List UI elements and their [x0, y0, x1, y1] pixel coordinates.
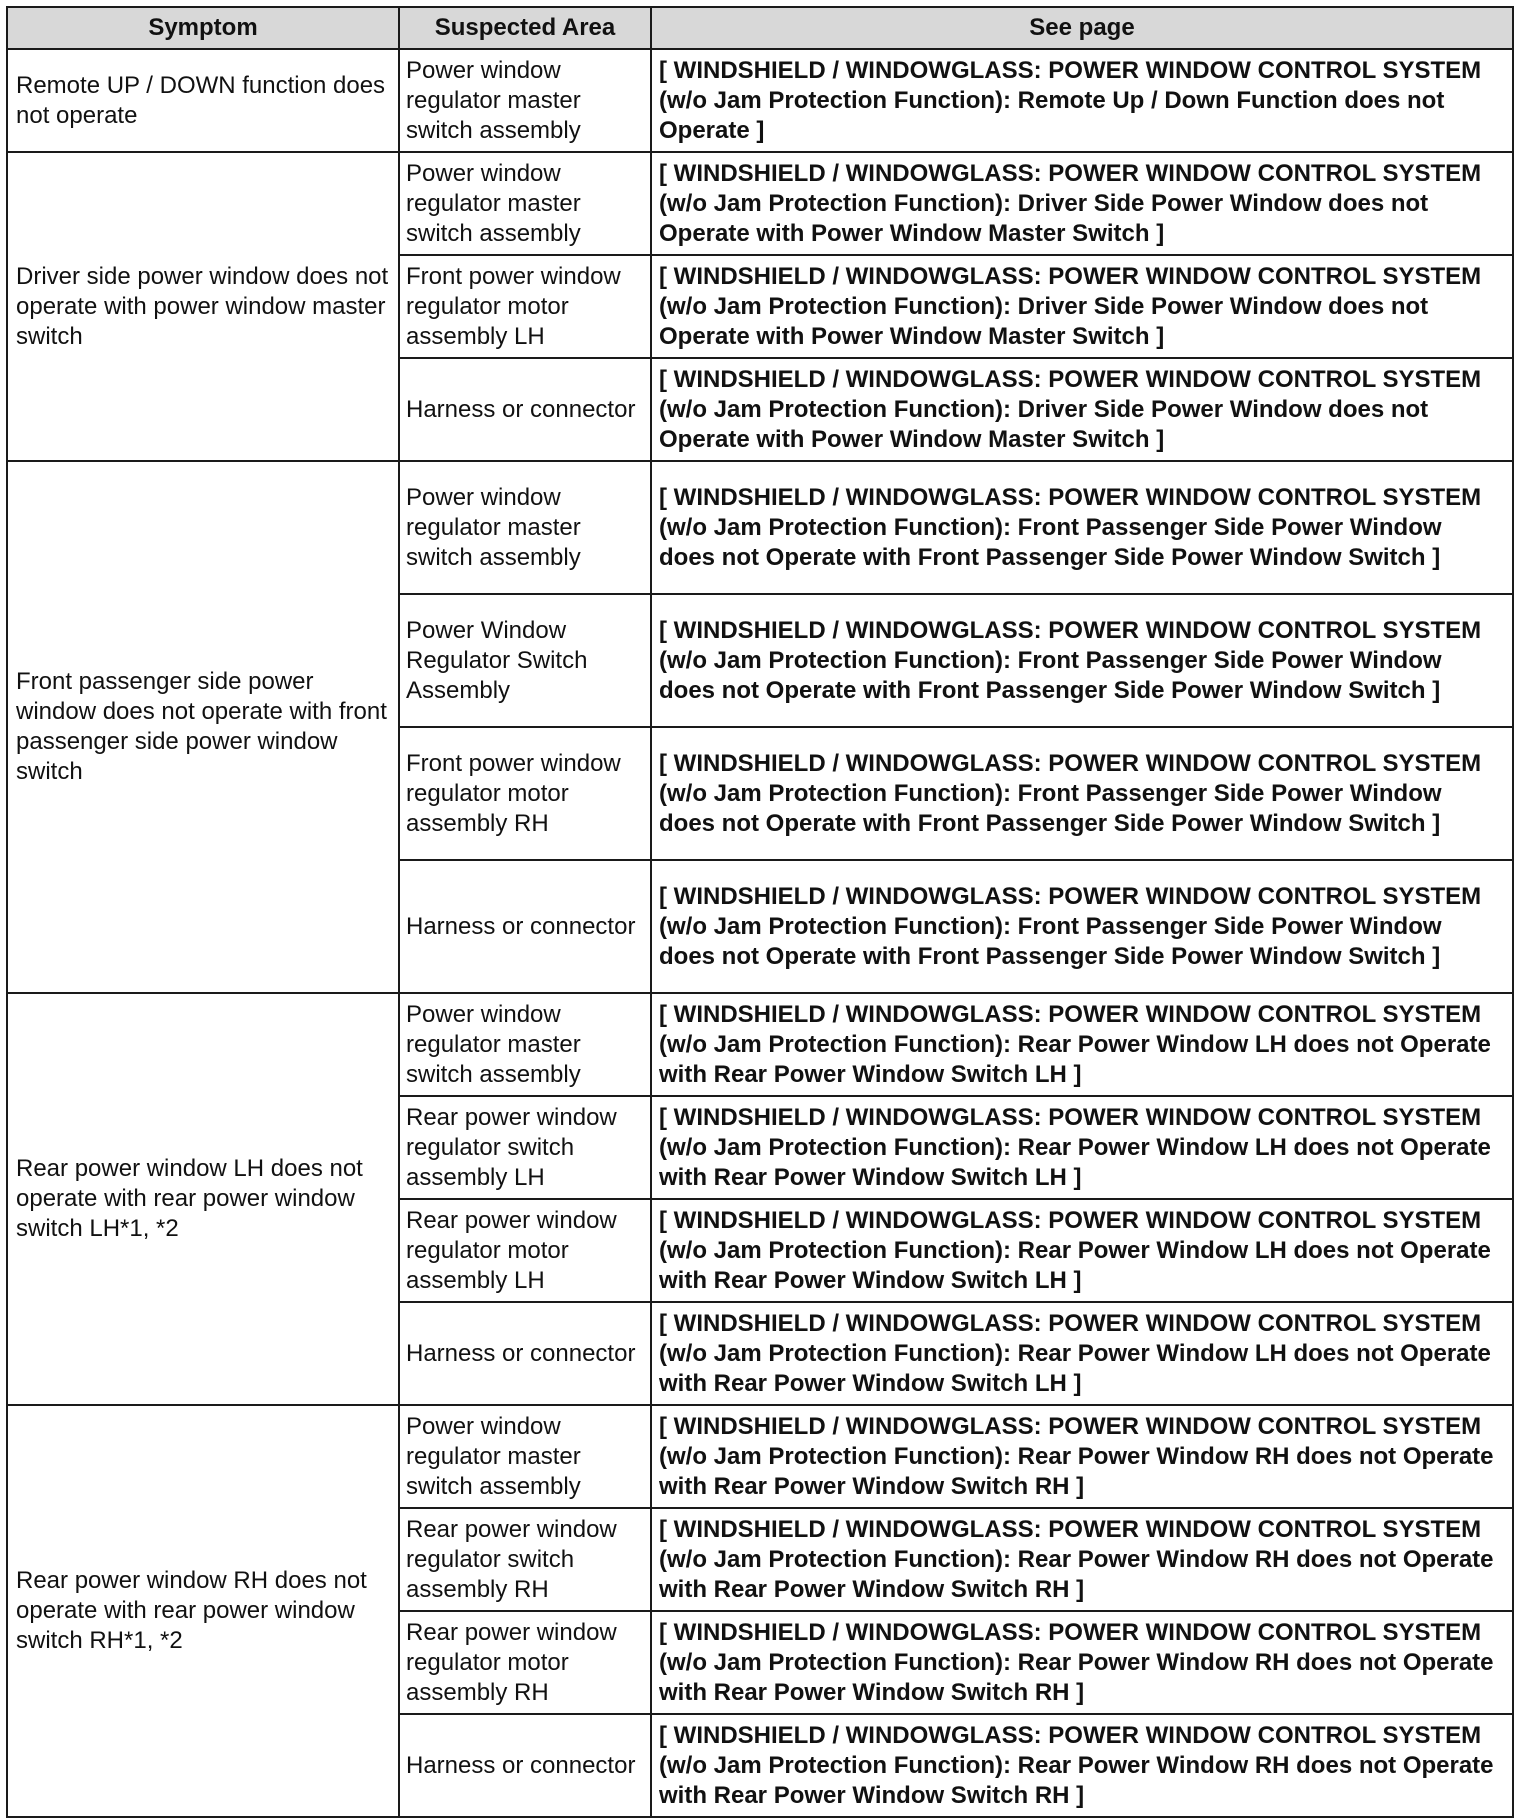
suspected-area-cell: Harness or connector: [399, 1714, 651, 1817]
table-header: [7, 7, 1513, 49]
suspected-area-cell: Power window regulator master switch assembly: [399, 1405, 651, 1508]
header-row: [7, 7, 1513, 49]
see-page-link[interactable]: [ WINDSHIELD / WINDOWGLASS: POWER WINDOW CONTROL SYSTEM (w/o Jam Protection Function): Driver Side Power Window does not Operate with Power Window Master Switch ]: [651, 358, 1513, 461]
header-symptom: Symptom: [7, 7, 399, 49]
table-row: [7, 461, 1513, 594]
see-page-link[interactable]: [ WINDSHIELD / WINDOWGLASS: POWER WINDOW CONTROL SYSTEM (w/o Jam Protection Function): Front Passenger Side Power Window does not Operate with Front Passenger Side Power Window Switch ]: [651, 727, 1513, 860]
suspected-area-cell: Power Window Regulator Switch Assembly: [399, 594, 651, 727]
see-page-link[interactable]: [ WINDSHIELD / WINDOWGLASS: POWER WINDOW CONTROL SYSTEM (w/o Jam Protection Function): Front Passenger Side Power Window does not Operate with Front Passenger Side Power Window Switch ]: [651, 594, 1513, 727]
suspected-area-cell: Front power window regulator motor assembly RH: [399, 727, 651, 860]
suspected-area-cell: Power window regulator master switch assembly: [399, 49, 651, 152]
problem-symptoms-table-container: [6, 6, 1512, 1818]
see-page-link[interactable]: [ WINDSHIELD / WINDOWGLASS: POWER WINDOW CONTROL SYSTEM (w/o Jam Protection Function): Front Passenger Side Power Window does not Operate with Front Passenger Side Power Window Switch ]: [651, 461, 1513, 594]
problem-symptoms-table: [6, 6, 1514, 1818]
suspected-area-cell: Front power window regulator motor assembly LH: [399, 255, 651, 358]
symptom-cell: Driver side power window does not operate with power window master switch: [7, 152, 399, 461]
see-page-link[interactable]: [ WINDSHIELD / WINDOWGLASS: POWER WINDOW CONTROL SYSTEM (w/o Jam Protection Function): Rear Power Window RH does not Operate with Rear Power Window Switch RH ]: [651, 1611, 1513, 1714]
table-row: [7, 993, 1513, 1096]
see-page-link[interactable]: [ WINDSHIELD / WINDOWGLASS: POWER WINDOW CONTROL SYSTEM (w/o Jam Protection Function): Rear Power Window LH does not Operate with Rear Power Window Switch LH ]: [651, 993, 1513, 1096]
see-page-link[interactable]: [ WINDSHIELD / WINDOWGLASS: POWER WINDOW CONTROL SYSTEM (w/o Jam Protection Function): Rear Power Window LH does not Operate with Rear Power Window Switch LH ]: [651, 1096, 1513, 1199]
header-suspected-area: Suspected Area: [399, 7, 651, 49]
see-page-link[interactable]: [ WINDSHIELD / WINDOWGLASS: POWER WINDOW CONTROL SYSTEM (w/o Jam Protection Function): Driver Side Power Window does not Operate with Power Window Master Switch ]: [651, 255, 1513, 358]
table-row: [7, 1405, 1513, 1508]
see-page-link[interactable]: [ WINDSHIELD / WINDOWGLASS: POWER WINDOW CONTROL SYSTEM (w/o Jam Protection Function): Remote Up / Down Function does not Operate ]: [651, 49, 1513, 152]
symptom-cell: Rear power window LH does not operate with rear power window switch LH*1, *2: [7, 993, 399, 1405]
symptom-cell: Rear power window RH does not operate with rear power window switch RH*1, *2: [7, 1405, 399, 1817]
suspected-area-cell: Power window regulator master switch assembly: [399, 993, 651, 1096]
suspected-area-cell: Rear power window regulator motor assembly LH: [399, 1199, 651, 1302]
table-row: [7, 49, 1513, 152]
suspected-area-cell: Rear power window regulator motor assembly RH: [399, 1611, 651, 1714]
see-page-link[interactable]: [ WINDSHIELD / WINDOWGLASS: POWER WINDOW CONTROL SYSTEM (w/o Jam Protection Function): Rear Power Window LH does not Operate with Rear Power Window Switch LH ]: [651, 1302, 1513, 1405]
see-page-link[interactable]: [ WINDSHIELD / WINDOWGLASS: POWER WINDOW CONTROL SYSTEM (w/o Jam Protection Function): Rear Power Window RH does not Operate with Rear Power Window Switch RH ]: [651, 1405, 1513, 1508]
see-page-link[interactable]: [ WINDSHIELD / WINDOWGLASS: POWER WINDOW CONTROL SYSTEM (w/o Jam Protection Function): Driver Side Power Window does not Operate with Power Window Master Switch ]: [651, 152, 1513, 255]
see-page-link[interactable]: [ WINDSHIELD / WINDOWGLASS: POWER WINDOW CONTROL SYSTEM (w/o Jam Protection Function): Rear Power Window LH does not Operate with Rear Power Window Switch LH ]: [651, 1199, 1513, 1302]
suspected-area-cell: Harness or connector: [399, 860, 651, 993]
suspected-area-cell: Rear power window regulator switch assembly RH: [399, 1508, 651, 1611]
see-page-link[interactable]: [ WINDSHIELD / WINDOWGLASS: POWER WINDOW CONTROL SYSTEM (w/o Jam Protection Function): Rear Power Window RH does not Operate with Rear Power Window Switch RH ]: [651, 1508, 1513, 1611]
table-row: [7, 152, 1513, 255]
symptom-cell: Remote UP / DOWN function does not operate: [7, 49, 399, 152]
suspected-area-cell: Power window regulator master switch assembly: [399, 461, 651, 594]
table-body: [7, 49, 1513, 1817]
suspected-area-cell: Harness or connector: [399, 1302, 651, 1405]
suspected-area-cell: Power window regulator master switch assembly: [399, 152, 651, 255]
suspected-area-cell: Rear power window regulator switch assembly LH: [399, 1096, 651, 1199]
suspected-area-cell: Harness or connector: [399, 358, 651, 461]
see-page-link[interactable]: [ WINDSHIELD / WINDOWGLASS: POWER WINDOW CONTROL SYSTEM (w/o Jam Protection Function): Front Passenger Side Power Window does not Operate with Front Passenger Side Power Window Switch ]: [651, 860, 1513, 993]
symptom-cell: Front passenger side power window does not operate with front passenger side power window switch: [7, 461, 399, 993]
header-see-page: See page: [651, 7, 1513, 49]
see-page-link[interactable]: [ WINDSHIELD / WINDOWGLASS: POWER WINDOW CONTROL SYSTEM (w/o Jam Protection Function): Rear Power Window RH does not Operate with Rear Power Window Switch RH ]: [651, 1714, 1513, 1817]
